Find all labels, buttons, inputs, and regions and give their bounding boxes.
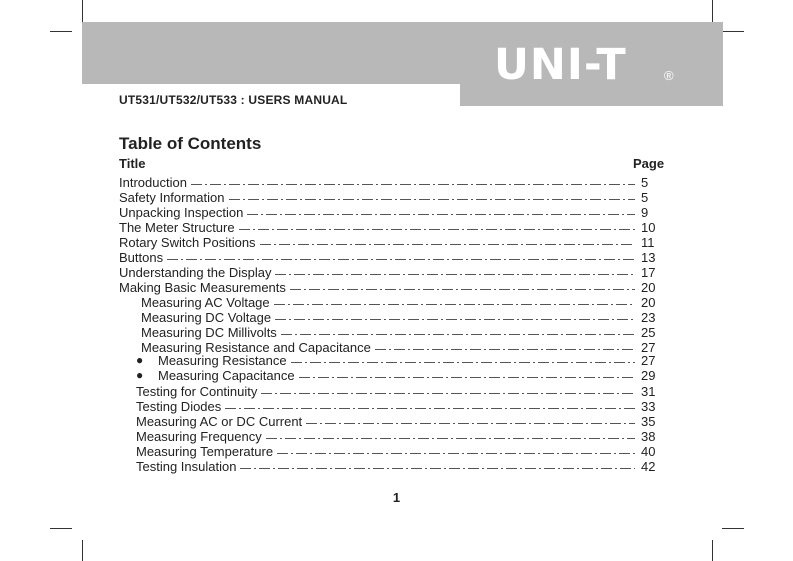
crop-mark — [712, 540, 713, 561]
page-number: 1 — [392, 490, 401, 505]
brand-logo: UNI-T — [494, 40, 627, 90]
crop-mark — [722, 31, 744, 32]
toc-entry-title: Measuring DC Millivolts — [141, 325, 277, 340]
toc-entry-title: Introduction — [119, 175, 187, 190]
toc-entry-title: Unpacking Inspection — [119, 205, 244, 220]
toc-entry-page: 20 — [641, 295, 656, 310]
toc-entry-title: Measuring Temperature — [136, 444, 274, 459]
toc-entry-title: Measuring Capacitance — [158, 368, 295, 383]
toc-entry — [136, 414, 663, 429]
toc-column-title: Title — [119, 156, 146, 171]
toc-entry — [141, 325, 663, 340]
toc-entry-page: 20 — [641, 280, 656, 295]
toc-entry-page: 17 — [641, 265, 656, 280]
dot-leader — [229, 199, 636, 200]
crop-mark — [722, 528, 744, 529]
toc-entry-title: Understanding the Display — [119, 265, 272, 280]
toc-entry-page: 27 — [641, 353, 656, 368]
toc-entry-title: Testing for Continuity — [136, 384, 258, 399]
toc-entry-title: Measuring Resistance — [158, 353, 287, 368]
bullet-icon: ● — [136, 368, 144, 382]
toc-entry-title: Safety Information — [119, 190, 225, 205]
toc-entry-title: Measuring Frequency — [136, 429, 262, 444]
toc-entry-page: 38 — [641, 429, 656, 444]
toc-entry-page: 33 — [641, 399, 656, 414]
dot-leader — [275, 274, 635, 275]
toc-entry-title: Measuring DC Voltage — [141, 310, 272, 325]
toc-entry-title: Testing Diodes — [136, 399, 222, 414]
toc-entry — [119, 175, 663, 190]
dot-leader — [225, 408, 635, 409]
toc-entry-page: 29 — [641, 368, 656, 383]
toc-entry-title: Testing Insulation — [136, 459, 237, 474]
toc-entry-title: Rotary Switch Positions — [119, 235, 256, 250]
toc-column-page: Page — [633, 156, 665, 171]
dot-leader — [260, 244, 635, 245]
toc-entry — [119, 280, 663, 295]
toc-entry — [136, 384, 663, 399]
toc-heading: Table of Contents — [119, 134, 262, 153]
dot-leader — [290, 289, 635, 290]
toc-entry-page: 35 — [641, 414, 656, 429]
toc-entry-title: The Meter Structure — [119, 220, 235, 235]
registered-mark: ® — [664, 68, 674, 83]
crop-mark — [712, 0, 713, 22]
toc-entry-page: 5 — [641, 190, 649, 205]
toc-entry — [119, 265, 663, 280]
toc-entry-title: Buttons — [119, 250, 164, 265]
toc-entry — [136, 399, 663, 414]
toc-entry-page: 23 — [641, 310, 656, 325]
toc-entry-page: 42 — [641, 459, 656, 474]
crop-mark — [50, 528, 72, 529]
dot-leader — [274, 304, 635, 305]
toc-entry-page: 13 — [641, 250, 656, 265]
toc-entry — [141, 295, 663, 310]
crop-mark — [82, 0, 83, 22]
toc-entry-page: 5 — [641, 175, 649, 190]
dot-leader — [239, 229, 635, 230]
toc-entry — [119, 250, 663, 265]
toc-entry-title: Making Basic Measurements — [119, 280, 286, 295]
crop-mark — [50, 31, 72, 32]
toc-entry-page: 27 — [641, 340, 656, 355]
dot-leader — [291, 362, 635, 363]
toc-entry-page: 25 — [641, 325, 656, 340]
toc-entry — [136, 444, 663, 459]
dot-leader — [266, 438, 635, 439]
dot-leader — [167, 259, 635, 260]
toc-entry-page: 11 — [641, 235, 655, 250]
dot-leader — [240, 468, 635, 469]
dot-leader — [275, 319, 635, 320]
toc-entry-title: Measuring AC or DC Current — [136, 414, 303, 429]
toc-entry — [136, 368, 663, 383]
crop-mark — [82, 540, 83, 561]
dot-leader — [375, 349, 635, 350]
toc-entry-title: Measuring AC Voltage — [141, 295, 270, 310]
toc-entry — [119, 190, 663, 205]
dot-leader — [277, 453, 635, 454]
toc-entry — [119, 220, 663, 235]
toc-entry — [141, 310, 663, 325]
toc-entry — [136, 429, 663, 444]
toc-entry — [119, 235, 663, 250]
toc-entry-title: Measuring Resistance and Capacitance — [141, 340, 371, 355]
toc-entry-page: 9 — [641, 205, 649, 220]
dot-leader — [306, 423, 635, 424]
toc-entry — [119, 205, 663, 220]
toc-entry — [136, 459, 663, 474]
toc-entry-page: 31 — [641, 384, 656, 399]
toc-entry-page: 10 — [641, 220, 656, 235]
dot-leader — [191, 184, 635, 185]
toc-entry-page: 40 — [641, 444, 656, 459]
manual-title: UT531/UT532/UT533 : USERS MANUAL — [119, 93, 348, 107]
dot-leader — [247, 214, 635, 215]
dot-leader — [261, 393, 635, 394]
toc-entry — [136, 353, 663, 368]
dot-leader — [299, 377, 635, 378]
dot-leader — [281, 334, 635, 335]
bullet-icon: ● — [136, 353, 144, 367]
